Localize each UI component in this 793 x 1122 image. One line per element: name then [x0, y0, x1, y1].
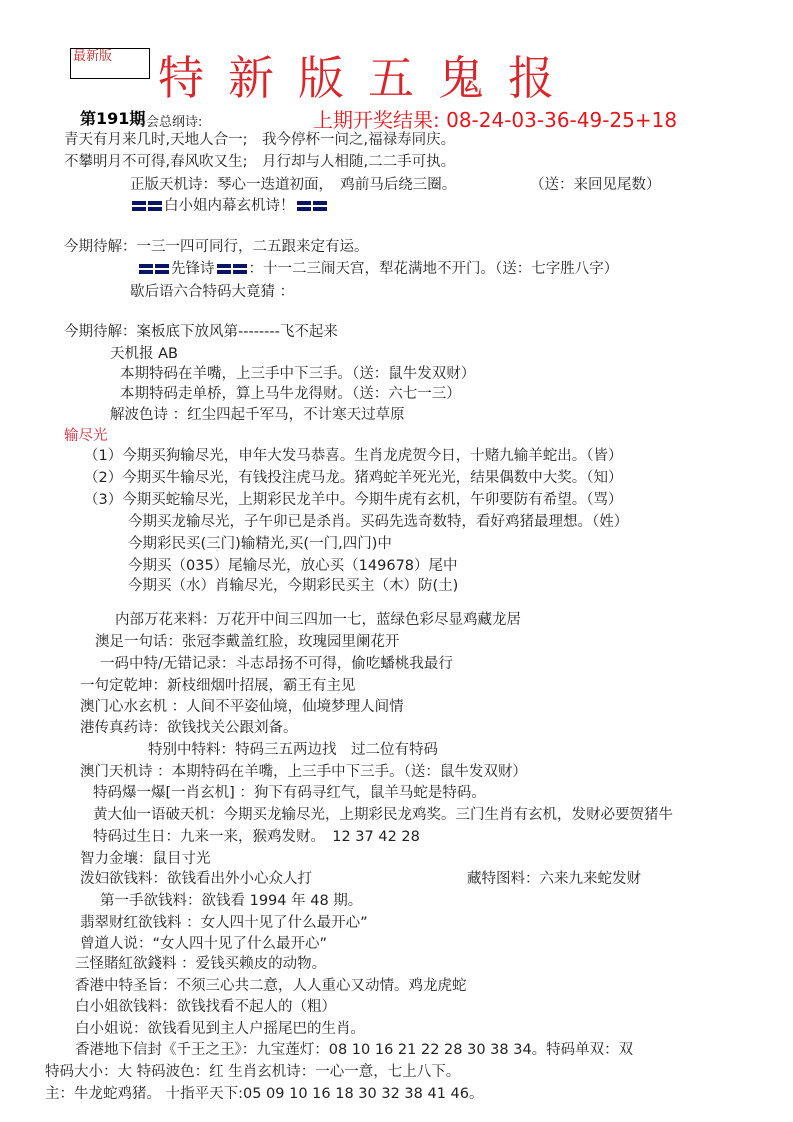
text-line: 翡翠财红欲钱料 ：女人四十见了什么最开心”: [80, 915, 368, 931]
bars-icon: [217, 264, 247, 274]
heading-text: 白小姐内幕玄机诗！: [164, 198, 295, 214]
text-line: 不攀明月不可得,春风吹又生; 月行却与人相随,二二手可执。: [64, 154, 456, 170]
text-line: 澳门心水玄机 ：人间不平姿仙境，仙境梦理人间情: [80, 699, 404, 715]
text-line: 白小姐欲钱料：欲钱找看不起人的（粗）: [75, 999, 336, 1015]
text-line: 三怪賭紅欲錢料 ：爱钱买赖皮的动物。: [75, 956, 327, 972]
text-line: 港传真药诗：欲钱找关公跟刘备。: [80, 720, 298, 736]
text-line: 曾道人说：“女人四十见了什么最开心”: [80, 936, 328, 952]
text-line: （送：来回见尾数）: [530, 177, 661, 193]
text-line: 天机报 AB: [110, 346, 178, 362]
section-heading: 输尽光: [64, 428, 108, 444]
text-line: 本期特码在羊嘴，上三手中下三手。（送：鼠牛发双财）: [120, 366, 476, 382]
text-line: 白小姐说：欲钱看见到主人户摇尾巴的生肖。: [75, 1021, 365, 1037]
text-line: 香港地下信封《千王之王》：九宝莲灯：08 10 16 21 22 28 30 38 34。特码单双：双: [75, 1042, 634, 1058]
text-line: 智力金壤：鼠目寸光: [80, 851, 211, 867]
text-line: （2）今期买牛输尽光，有钱投注虎马龙。猪鸡蛇羊死光光，结果偶数中大奖。（知）: [84, 470, 623, 486]
latest-edition-badge: 最新版: [70, 48, 150, 79]
text-line: 澳门天机诗 ：本期特码在羊嘴，上三手中下三手。（送：鼠牛发双财）: [80, 764, 527, 780]
bars-icon: [297, 201, 327, 211]
text-line: 黄大仙一语破天机：今期买龙输尽光，上期彩民龙鸡奖。三门生肖有玄机，发财必要贺猪牛: [93, 807, 673, 823]
poem-label: 马会总纲诗:: [133, 115, 203, 130]
text-line: 主：牛龙蛇鸡猪。 十指平天下:05 09 10 16 18 30 32 38 41 46。: [45, 1086, 484, 1102]
text-line: 今期彩民买(三门)输精光,买(一门,四门)中: [128, 536, 392, 552]
heading-text: 先锋诗: [171, 261, 215, 277]
text-line: 第一手欲钱料：欲钱看 1994 年 48 期。: [100, 893, 363, 909]
text-line: 今期买（035）尾输尽光，放心买（149678）尾中: [128, 558, 458, 574]
text-line: 特别中特料：特码三五两边找 过二位有特码: [148, 742, 438, 758]
text-line: 澳足一句话：张冠李戴盖红脸，玫瑰园里阑花开: [95, 634, 400, 650]
text-line: 一句定乾坤：新枝细烟叶招展，霸王有主见: [80, 678, 356, 694]
text-line: 特码大小：大 特码波色：红 生肖玄机诗：一心一意，七上八下。: [45, 1064, 461, 1080]
text-line: （3）今期买蛇输尽光，上期彩民龙羊中。今期牛虎有玄机，午卯要防有希望。（骂）: [84, 492, 623, 508]
text-line: [137, 260, 618, 278]
text-line: 香港中特圣旨：不须三心共二意，人人重心又动情。鸡龙虎蛇: [75, 978, 467, 994]
text-line: 特码爆一爆[一肖玄机] ：狗下有码寻红气，鼠羊马蛇是特码。: [93, 785, 486, 801]
text-line: 内部万花来料：万花开中间三四加一七，蓝绿色彩尽显鸡藏龙居: [115, 612, 521, 628]
text-line: 青天有月来几时,天地人合一; 我今停杯一问之,福禄寿同庆。: [64, 132, 456, 148]
text-line: 本期特码走单桥，算上马牛龙得财。（送：六七一三）: [120, 386, 461, 402]
last-draw-result: 上期开奖结果: 08-24-03-36-49-25+18: [313, 108, 678, 132]
text-line: 今期买龙输尽光，子午卯已是杀肖。买码先选奇数特，看好鸡猪最理想。（姓）: [128, 514, 629, 530]
text-line: 正版天机诗：琴心一迭道初面， 鸡前马后绕三圈。: [130, 177, 457, 193]
bars-icon: [132, 201, 162, 211]
page-title: 特新版五鬼报: [158, 51, 578, 105]
text-line: 今期待解：一三一四可同行，二五跟来定有运。: [64, 239, 369, 255]
text-line: 今期买（水）肖输尽光，今期彩民买主（木）防(土): [128, 578, 459, 594]
bars-icon: [139, 264, 169, 274]
text-line: 解波色诗 ：红尘四起千军马，不计寒天过草原: [110, 407, 405, 423]
text-line: 泼妇欲钱料：欲钱看出外小心众人打: [80, 871, 312, 887]
text-line: （1）今期买狗输尽光，申年大发马恭喜。生肖龙虎贺今日，十赌九输羊蛇出。（皆）: [84, 448, 623, 464]
text-line: 今期待解：案板底下放风第--------飞不起来: [64, 324, 338, 340]
text: ：十一二三闹天宫，犁花满地不开门。（送：七字胜八字）: [248, 261, 619, 277]
text-line: 一码中特/无错记录：斗志昂扬不可得，偷吃蟠桃我最行: [100, 656, 453, 672]
text-line: [130, 197, 329, 215]
text-line: 特码过生日：九来一来，猴鸡发财。 12 37 42 28: [93, 829, 420, 845]
issue-number: 第191期: [80, 109, 146, 128]
text-line: 歇后语六合特码大竟猜 ：: [130, 284, 295, 300]
text-line: 藏特图料：六来九来蛇发财: [467, 871, 641, 887]
